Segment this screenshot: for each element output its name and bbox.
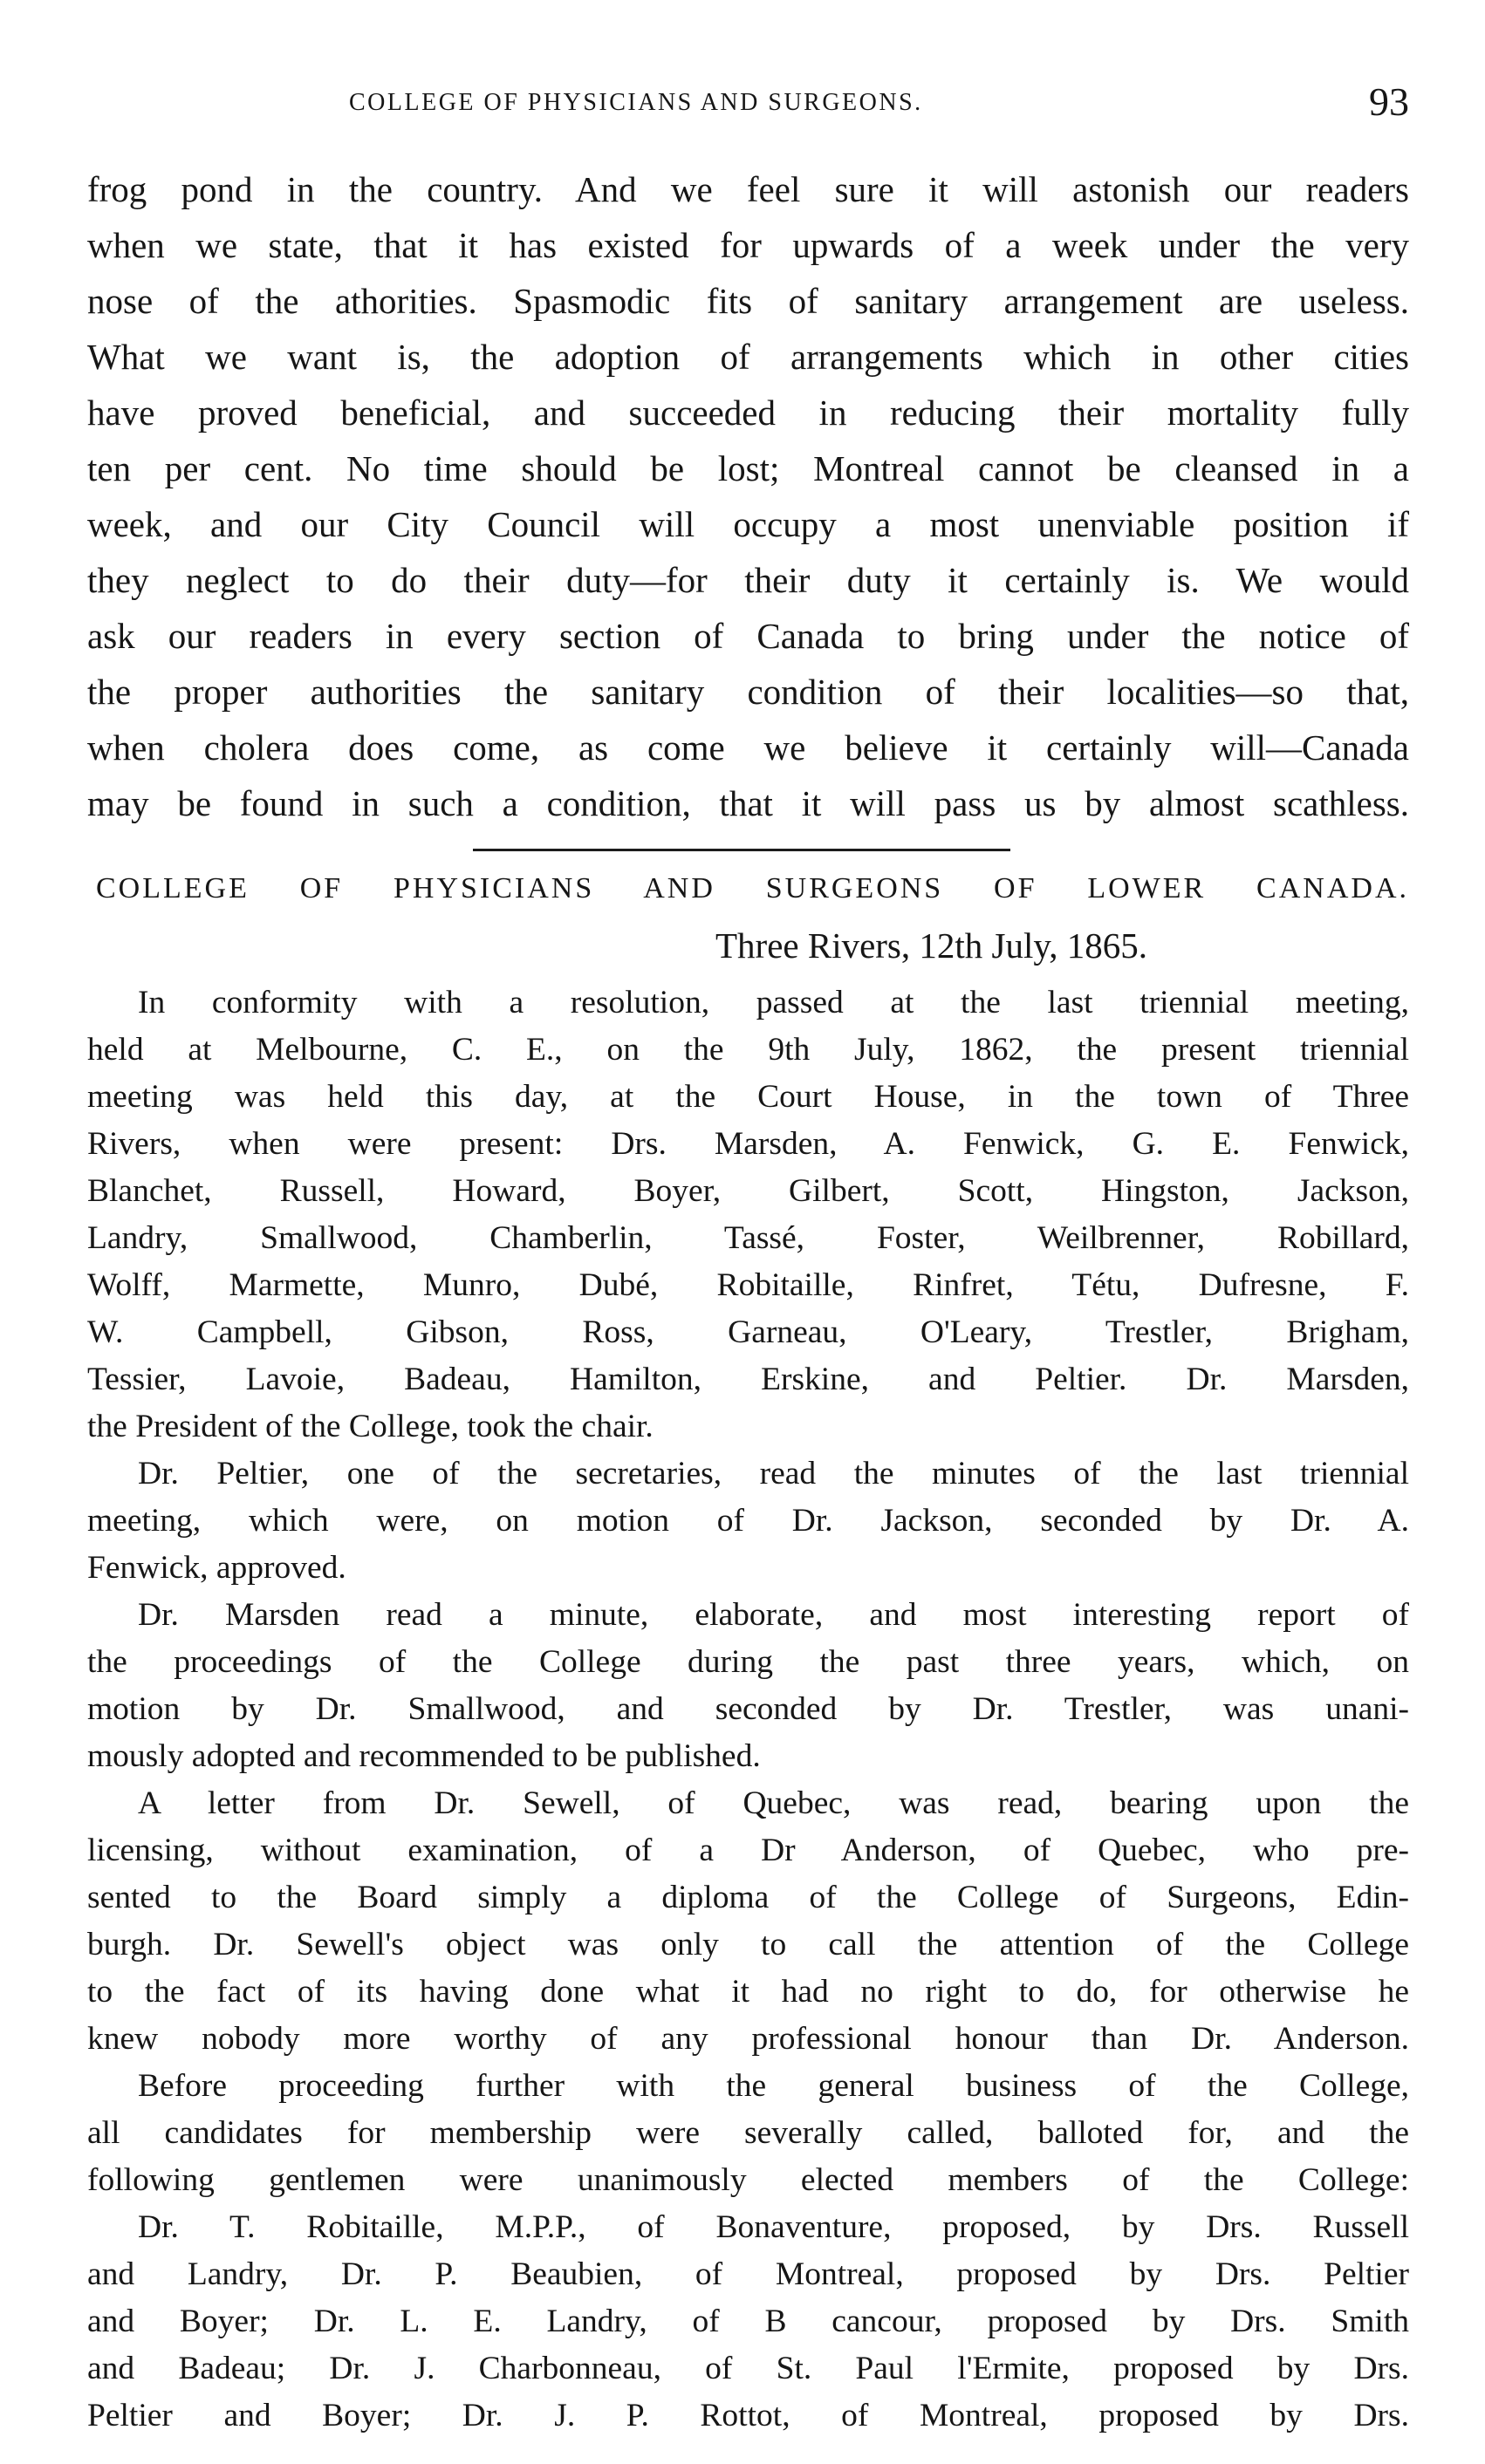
text-line: may be found in such a condition, that it will pass us by almost scathless. xyxy=(87,783,1409,823)
text-line: mously adopted and recommended to be published. xyxy=(87,1738,761,1774)
text-line: they neglect to do their duty—for their duty it certainly is. We would xyxy=(87,560,1409,600)
text-line: W. Campbell, Gibson, Ross, Garneau, O'Leary, Trestler, Brigham, xyxy=(87,1314,1409,1350)
text-line: meeting was held this day, at the Court House, in the town of Three xyxy=(87,1079,1409,1115)
text-line: Dr. T. Robitaille, M.P.P., of Bonaventure, proposed, by Drs. Russell xyxy=(138,2209,1409,2245)
dateline: Three Rivers, 12th July, 1865. xyxy=(715,925,1147,966)
text-line: Dr. Peltier, one of the secretaries, read the minutes of the last triennial xyxy=(138,1456,1409,1491)
text-line: week, and our City Council will occupy a most unenviable position if xyxy=(87,504,1409,544)
text-line: ten per cent. No time should be lost; Montreal cannot be cleansed in a xyxy=(87,448,1409,488)
text-line: to the fact of its having done what it had no right to do, for otherwise he xyxy=(87,1974,1409,2010)
text-line: knew nobody more worthy of any professional honour than Dr. Anderson. xyxy=(87,2021,1409,2057)
text-line: sented to the Board simply a diploma of the College of Surgeons, Edin- xyxy=(87,1880,1409,1915)
text-line: motion by Dr. Smallwood, and seconded by Dr. Trestler, was unani- xyxy=(87,1691,1409,1727)
text-line: meeting, which were, on motion of Dr. Jackson, seconded by Dr. A. xyxy=(87,1503,1409,1539)
section-divider xyxy=(473,849,1010,851)
text-line: Fenwick, approved. xyxy=(87,1550,346,1586)
text-line: Tessier, Lavoie, Badeau, Hamilton, Erskine, and Peltier. Dr. Marsden, xyxy=(87,1362,1409,1397)
text-line: licensing, without examination, of a Dr Anderson, of Quebec, who pre- xyxy=(87,1833,1409,1868)
text-line: the proper authorities the sanitary condition of their localities—so that, xyxy=(87,672,1409,712)
text-line: burgh. Dr. Sewell's object was only to call the attention of the College xyxy=(87,1927,1409,1962)
text-line: ask our readers in every section of Canada to bring under the notice of xyxy=(87,616,1409,656)
text-line: Before proceeding further with the general business of the College, xyxy=(138,2068,1409,2104)
text-line: Dr. Marsden read a minute, elaborate, and most interesting report of xyxy=(138,1597,1409,1633)
text-line: Blanchet, Russell, Howard, Boyer, Gilbert, Scott, Hingston, Jackson, xyxy=(87,1173,1409,1209)
text-line: and Landry, Dr. P. Beaubien, of Montreal, proposed by Drs. Peltier xyxy=(87,2256,1409,2292)
text-line: when cholera does come, as come we believe it certainly will—Canada xyxy=(87,727,1409,768)
text-line: the President of the College, took the chair. xyxy=(87,1409,654,1444)
section-heading: COLLEGE OF PHYSICIANS AND SURGEONS OF LOWER CANADA. xyxy=(96,872,1409,904)
text-line: when we state, that it has existed for upwards of a week under the very xyxy=(87,225,1409,265)
page-number: 93 xyxy=(1369,79,1409,124)
page-header xyxy=(87,70,1409,140)
text-line: all candidates for membership were severally called, balloted for, and the xyxy=(87,2115,1409,2151)
text-line: A letter from Dr. Sewell, of Quebec, was read, bearing upon the xyxy=(138,1785,1409,1821)
text-line: Peltier and Boyer; Dr. J. P. Rottot, of Montreal, proposed by Drs. xyxy=(87,2398,1409,2433)
text-line: What we want is, the adoption of arrangements which in other cities xyxy=(87,337,1409,377)
text-line: following gentlemen were unanimously elected members of the College: xyxy=(87,2162,1409,2198)
text-line: the proceedings of the College during the past three years, which, on xyxy=(87,1644,1409,1680)
text-line: and Boyer; Dr. L. E. Landry, of B cancour, proposed by Drs. Smith xyxy=(87,2304,1409,2339)
text-line: frog pond in the country. And we feel sure it will astonish our readers xyxy=(87,169,1409,209)
text-line: Landry, Smallwood, Chamberlin, Tassé, Foster, Weilbrenner, Robillard, xyxy=(87,1220,1409,1256)
text-line: held at Melbourne, C. E., on the 9th July, 1862, the present triennial xyxy=(87,1032,1409,1068)
text-line: In conformity with a resolution, passed at the last triennial meeting, xyxy=(138,985,1409,1020)
text-line: and Badeau; Dr. J. Charbonneau, of St. Paul l'Ermite, proposed by Drs. xyxy=(87,2351,1409,2386)
text-line: Wolff, Marmette, Munro, Dubé, Robitaille, Rinfret, Tétu, Dufresne, F. xyxy=(87,1267,1409,1303)
running-title: COLLEGE OF PHYSICIANS AND SURGEONS. xyxy=(349,89,923,116)
text-line: have proved beneficial, and succeeded in reducing their mortality fully xyxy=(87,392,1409,433)
text-line: Rivers, when were present: Drs. Marsden, A. Fenwick, G. E. Fenwick, xyxy=(87,1126,1409,1162)
text-line: nose of the athorities. Spasmodic fits of sanitary arrangement are useless. xyxy=(87,281,1409,321)
